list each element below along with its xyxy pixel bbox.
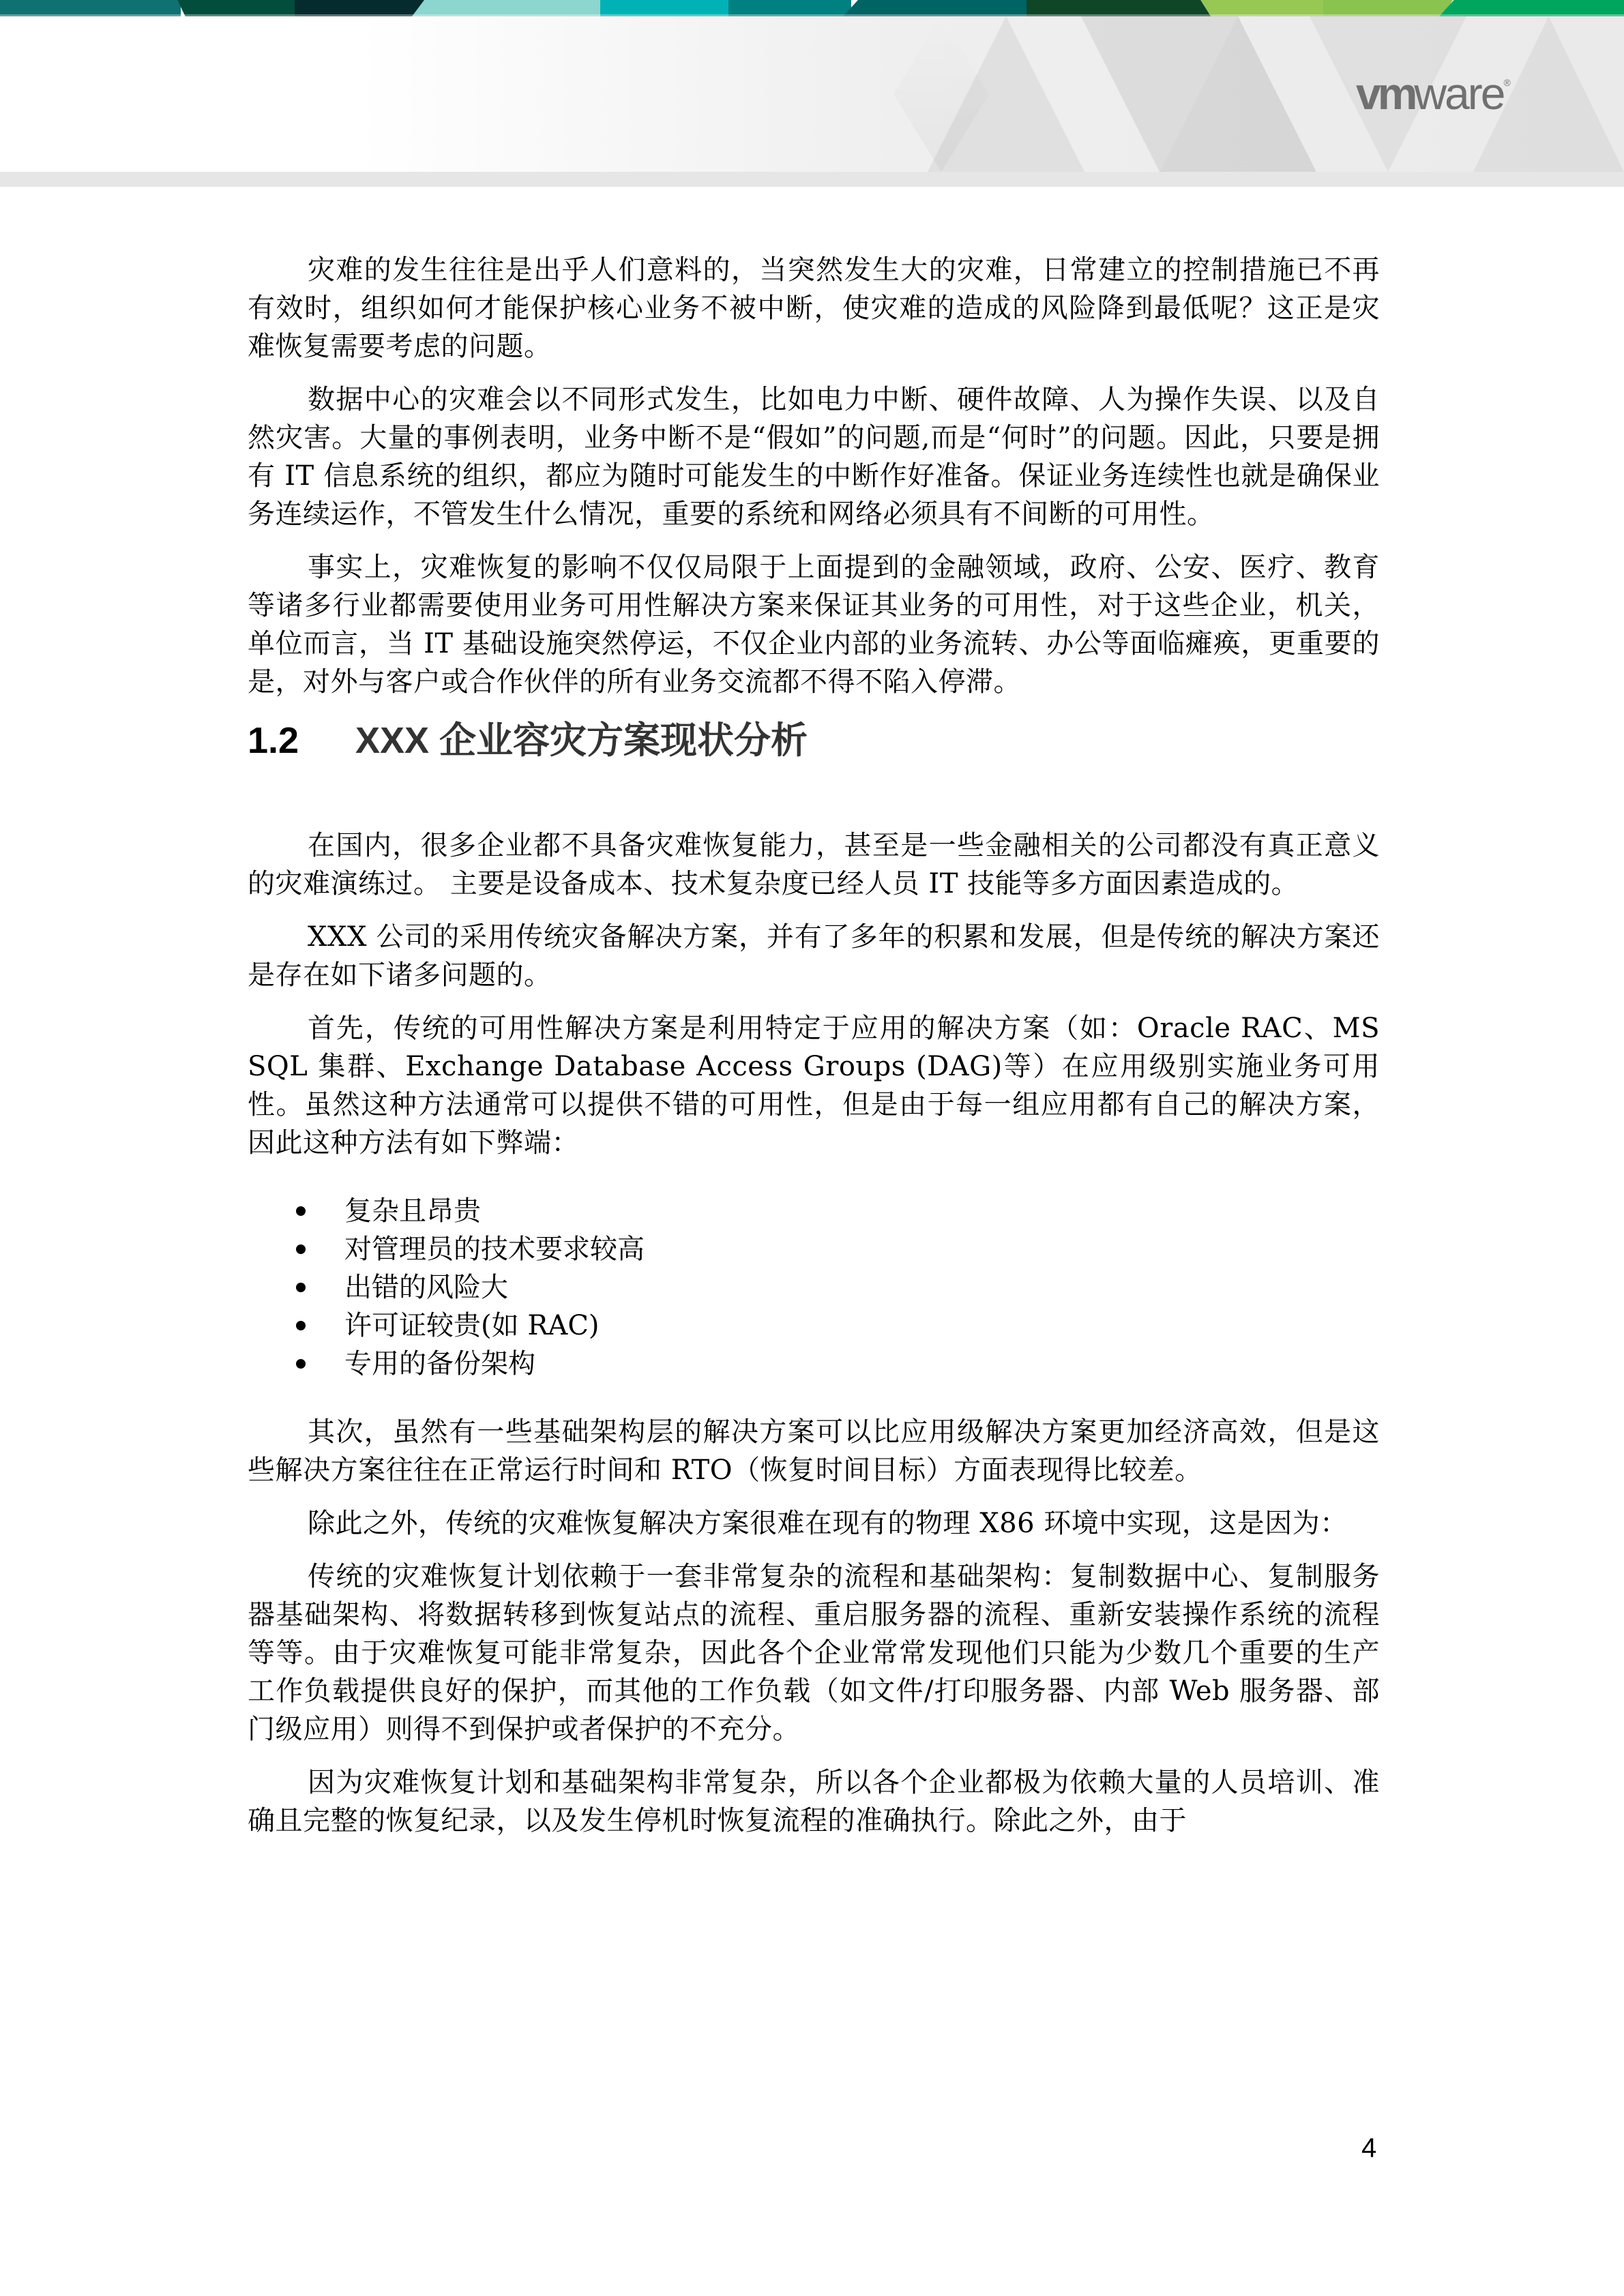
section-paragraph: 除此之外，传统的灾难恢复解决方案很难在现有的物理 X86 环境中实现，这是因为： (308, 1508, 1348, 1539)
document-body (248, 251, 1380, 1855)
bullet-icon (296, 1359, 306, 1369)
section-paragraph: XXX 公司的采用传统灾备解决方案，并有了多年的积累和发展，但是传统的解决方案还是存在如下诸多问题的。 (248, 921, 1380, 991)
list-item (248, 1307, 1380, 1345)
color-stripe-bar (0, 0, 1624, 16)
intro-paragraph: 事实上，灾难恢复的影响不仅仅局限于上面提到的金融领域，政府、公安、医疗、教育等诸多行业都需要使用业务可用性解决方案来保证其业务的可用性，对于这些企业，机关，单位而言，当 IT 基础设施突然停运，不仅企业内部的业务流转、办公等面临瘫痪，更重要的是，对外与客户或合作伙伴的所有业务交流都不得不陷入停滞。 (248, 552, 1380, 698)
bullet-icon (296, 1206, 306, 1216)
list-item-text: 复杂且昂贵 (344, 1195, 481, 1227)
section-heading (248, 716, 1380, 765)
list-item-text: 许可证较贵(如 RAC) (344, 1310, 600, 1341)
list-item-text: 专用的备份架构 (344, 1348, 535, 1380)
logo-light-text: ware (1414, 68, 1504, 119)
section-paragraph: 首先，传统的可用性解决方案是利用特定于应用的解决方案（如：Oracle RAC、MS SQL 集群、Exchange Database Access Groups (DAG)等）在应用级别实施业务可用性。虽然这种方法通常可以提供不错的可用性，但是由于每一组应用都有自己的解决方案，因此这种方法有如下弊端： (248, 1013, 1380, 1159)
header-gray-band (0, 172, 1624, 187)
bullet-icon (296, 1321, 306, 1330)
page-number: 4 (1361, 2133, 1377, 2163)
section-number: 1.2 (248, 720, 299, 761)
list-item (248, 1268, 1380, 1307)
section-paragraph: 其次，虽然有一些基础架构层的解决方案可以比应用级解决方案更加经济高效，但是这些解决方案往往在正常运行时间和 RTO（恢复时间目标）方面表现得比较差。 (248, 1416, 1380, 1486)
vmware-logo (1356, 68, 1511, 119)
section-title: XXX 企业容灾方案现状分析 (355, 720, 808, 761)
list-item-text: 出错的风险大 (344, 1272, 508, 1303)
section-paragraph: 在国内，很多企业都不具备灾难恢复能力，甚至是一些金融相关的公司都没有真正意义的灾难演练过。 主要是设备成本、技术复杂度已经人员 IT 技能等多方面因素造成的。 (248, 830, 1380, 899)
bullet-icon (296, 1244, 306, 1254)
registered-mark-icon: ® (1503, 77, 1511, 88)
section-paragraph: 传统的灾难恢复计划依赖于一套非常复杂的流程和基础架构：复制数据中心、复制服务器基础架构、将数据转移到恢复站点的流程、重启服务器的流程、重新安装操作系统的流程等等。由于灾难恢复可能非常复杂，因此各个企业常常发现他们只能为少数几个重要的生产工作负载提供良好的保护，而其他的工作负载（如文件/打印服务器、内部 Web 服务器、部门级应用）则得不到保护或者保护的不充分。 (248, 1561, 1380, 1745)
list-item (248, 1192, 1380, 1230)
page-header (0, 0, 1624, 188)
spacer (248, 765, 1380, 826)
logo-bold-text: vm (1356, 68, 1415, 119)
intro-paragraph: 灾难的发生往往是出乎人们意料的，当突然发生大的灾难，日常建立的控制措施已不再有效时，组织如何才能保护核心业务不被中断，使灾难的造成的风险降到最低呢？这正是灾难恢复需要考虑的问题。 (248, 254, 1380, 362)
list-item-text: 对管理员的技术要求较高 (344, 1234, 645, 1265)
section-paragraph: 因为灾难恢复计划和基础架构非常复杂，所以各个企业都极为依赖大量的人员培训、准确且完整的恢复纪录，以及发生停机时恢复流程的准确执行。除此之外，由于 (248, 1767, 1380, 1836)
drawbacks-list (248, 1192, 1380, 1383)
list-item (248, 1230, 1380, 1268)
bullet-icon (296, 1283, 306, 1292)
intro-paragraph: 数据中心的灾难会以不同形式发生，比如电力中断、硬件故障、人为操作失误、以及自然灾害。大量的事例表明，业务中断不是“假如”的问题,而是“何时”的问题。因此，只要是拥有 IT 信息系统的组织，都应为随时可能发生的中断作好准备。保证业务连续性也就是确保业务连续运作，不管发生什么情况，重要的系统和网络必须具有不间断的可用性。 (248, 384, 1380, 530)
list-item (248, 1345, 1380, 1383)
